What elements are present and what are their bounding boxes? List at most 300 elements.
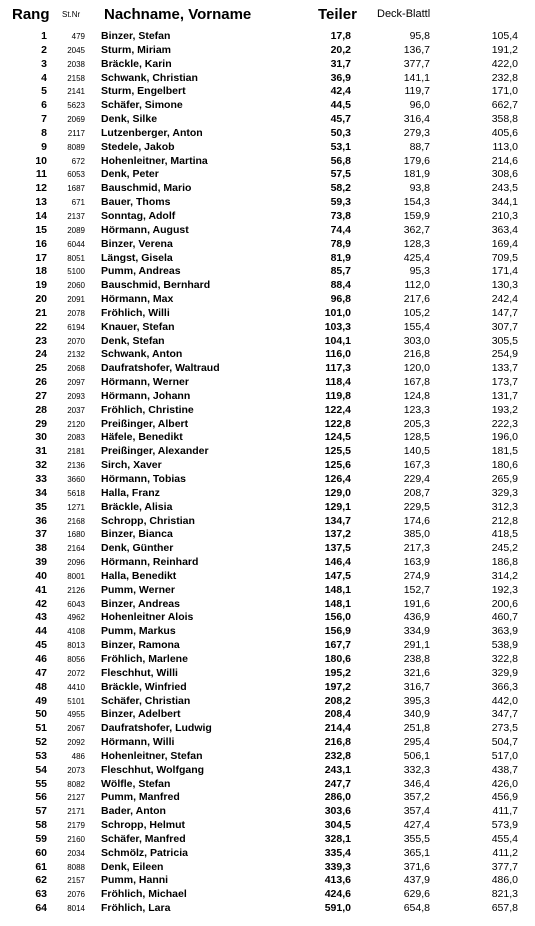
rank-cell: 47 xyxy=(35,666,47,679)
blattl-value-cell: 312,3 xyxy=(491,500,518,513)
rank-cell: 29 xyxy=(35,417,47,430)
blattl-value-cell: 657,8 xyxy=(491,902,518,915)
rank-cell: 54 xyxy=(35,763,47,776)
teiler-cell: 148,1 xyxy=(324,583,351,596)
start-number-cell: 4108 xyxy=(67,627,85,637)
rank-cell: 2 xyxy=(41,43,47,56)
blattl-value-cell: 214,6 xyxy=(491,154,518,167)
deck-value-cell: 136,7 xyxy=(403,43,430,56)
teiler-cell: 74,4 xyxy=(330,223,351,236)
table-row xyxy=(0,390,535,404)
rank-cell: 45 xyxy=(35,639,47,652)
blattl-value-cell: 191,2 xyxy=(491,43,518,56)
rank-cell: 21 xyxy=(35,306,47,319)
deck-value-cell: 120,0 xyxy=(403,362,430,375)
table-row xyxy=(0,30,535,44)
deck-value-cell: 279,3 xyxy=(403,126,430,139)
deck-value-cell: 332,3 xyxy=(403,763,430,776)
deck-value-cell: 167,3 xyxy=(403,459,430,472)
name-cell: Fröhlich, Michael xyxy=(101,888,187,901)
name-cell: Daufratshofer, Waltraud xyxy=(101,362,220,375)
rank-cell: 28 xyxy=(35,403,47,416)
teiler-cell: 96,8 xyxy=(330,293,351,306)
deck-value-cell: 119,7 xyxy=(404,85,430,98)
blattl-value-cell: 363,4 xyxy=(491,223,518,236)
deck-value-cell: 334,9 xyxy=(403,625,430,638)
table-row xyxy=(0,459,535,473)
start-number-cell: 2076 xyxy=(67,890,85,900)
name-cell: Preißinger, Albert xyxy=(101,417,189,430)
blattl-value-cell: 573,9 xyxy=(491,819,518,832)
start-number-cell: 6043 xyxy=(67,599,85,609)
start-number-cell: 2096 xyxy=(67,558,85,568)
table-row xyxy=(0,321,535,335)
teiler-cell: 124,5 xyxy=(324,431,351,444)
teiler-cell: 197,2 xyxy=(324,680,351,693)
rank-cell: 51 xyxy=(35,722,47,735)
teiler-cell: 103,3 xyxy=(324,320,351,333)
teiler-cell: 122,4 xyxy=(324,403,351,416)
deck-value-cell: 357,2 xyxy=(403,791,430,804)
rank-cell: 37 xyxy=(35,528,47,541)
rank-cell: 44 xyxy=(35,625,47,638)
table-row xyxy=(0,874,535,888)
table-row xyxy=(0,404,535,418)
rank-cell: 17 xyxy=(35,251,47,264)
blattl-value-cell: 347,7 xyxy=(491,708,518,721)
start-number-cell: 8088 xyxy=(67,862,85,872)
rank-cell: 24 xyxy=(35,348,47,361)
teiler-cell: 243,1 xyxy=(324,763,351,776)
deck-value-cell: 167,8 xyxy=(403,376,430,389)
teiler-cell: 50,3 xyxy=(330,126,351,139)
start-number-cell: 2073 xyxy=(67,765,85,775)
start-number-cell: 5618 xyxy=(67,488,85,498)
table-row xyxy=(0,362,535,376)
blattl-value-cell: 517,0 xyxy=(491,749,518,762)
teiler-cell: 137,2 xyxy=(324,528,351,541)
start-number-cell: 1680 xyxy=(67,530,85,540)
table-row xyxy=(0,791,535,805)
blattl-value-cell: 243,5 xyxy=(491,182,518,195)
name-cell: Daufratshofer, Ludwig xyxy=(101,722,212,735)
teiler-cell: 247,7 xyxy=(324,777,351,790)
deck-value-cell: 128,3 xyxy=(403,237,430,250)
table-row xyxy=(0,44,535,58)
rank-cell: 58 xyxy=(35,819,47,832)
table-row xyxy=(0,570,535,584)
name-cell: Hörmann, August xyxy=(101,223,189,236)
start-number-cell: 2037 xyxy=(67,405,85,415)
rank-cell: 18 xyxy=(35,265,47,278)
deck-value-cell: 141,1 xyxy=(403,71,430,84)
start-number-cell: 2034 xyxy=(67,848,85,858)
blattl-value-cell: 455,4 xyxy=(491,832,518,845)
start-number-cell: 4955 xyxy=(67,710,85,720)
table-row xyxy=(0,127,535,141)
name-cell: Pumm, Andreas xyxy=(101,265,181,278)
blattl-value-cell: 131,7 xyxy=(491,389,518,402)
name-cell: Schropp, Helmut xyxy=(101,819,186,832)
blattl-value-cell: 193,2 xyxy=(491,403,518,416)
table-row xyxy=(0,307,535,321)
table-row xyxy=(0,819,535,833)
table-row xyxy=(0,431,535,445)
start-number-cell: 5623 xyxy=(67,101,85,111)
blattl-value-cell: 192,3 xyxy=(491,583,518,596)
table-row xyxy=(0,376,535,390)
start-number-cell: 671 xyxy=(71,198,85,208)
teiler-cell: 119,8 xyxy=(325,389,351,402)
deck-value-cell: 355,5 xyxy=(403,832,430,845)
start-number-cell: 479 xyxy=(71,32,85,41)
table-row xyxy=(0,141,535,155)
rank-cell: 46 xyxy=(35,652,47,665)
teiler-cell: 125,6 xyxy=(324,459,351,472)
name-cell: Knauer, Stefan xyxy=(101,320,175,333)
table-row xyxy=(0,348,535,362)
name-cell: Häfele, Benedikt xyxy=(101,431,183,444)
start-number-cell: 2164 xyxy=(67,544,85,554)
table-row xyxy=(0,473,535,487)
table-row xyxy=(0,611,535,625)
start-number-cell: 5101 xyxy=(67,696,85,706)
rank-cell: 41 xyxy=(35,583,47,596)
table-row xyxy=(0,847,535,861)
rank-cell: 3 xyxy=(41,57,47,70)
blattl-value-cell: 212,8 xyxy=(491,514,518,527)
teiler-cell: 413,6 xyxy=(324,874,351,887)
teiler-cell: 214,4 xyxy=(324,722,351,735)
blattl-value-cell: 486,0 xyxy=(491,874,518,887)
name-cell: Fleschhut, Wolfgang xyxy=(101,763,205,776)
teiler-cell: 17,8 xyxy=(330,30,351,42)
teiler-cell: 167,7 xyxy=(324,639,351,652)
start-number-cell: 6053 xyxy=(67,170,85,180)
rank-cell: 48 xyxy=(35,680,47,693)
blattl-value-cell: 196,0 xyxy=(491,431,518,444)
deck-value-cell: 159,9 xyxy=(403,209,430,222)
table-row xyxy=(0,515,535,529)
deck-value-cell: 124,8 xyxy=(403,389,430,402)
teiler-cell: 216,8 xyxy=(324,736,351,749)
name-cell: Sturm, Miriam xyxy=(101,43,172,56)
deck-value-cell: 93,8 xyxy=(409,182,430,195)
name-cell: Sonntag, Adolf xyxy=(101,209,176,222)
start-number-cell: 4962 xyxy=(67,613,85,623)
teiler-cell: 147,5 xyxy=(324,569,351,582)
blattl-value-cell: 363,9 xyxy=(491,625,518,638)
name-cell: Hohenleitner, Stefan xyxy=(101,749,203,762)
name-cell: Fröhlich, Lara xyxy=(101,902,171,915)
teiler-cell: 73,8 xyxy=(330,209,351,222)
teiler-cell: 101,0 xyxy=(324,306,351,319)
table-row xyxy=(0,833,535,847)
teiler-cell: 125,5 xyxy=(324,445,351,458)
table-row xyxy=(0,279,535,293)
rank-cell: 55 xyxy=(35,777,47,790)
name-cell: Binzer, Andreas xyxy=(101,597,180,610)
name-cell: Binzer, Bianca xyxy=(101,528,173,541)
start-number-cell: 2137 xyxy=(67,211,85,221)
rank-cell: 10 xyxy=(35,154,47,167)
deck-value-cell: 629,6 xyxy=(403,888,430,901)
deck-value-cell: 274,9 xyxy=(403,569,430,582)
name-cell: Schmölz, Patricia xyxy=(101,846,188,859)
teiler-cell: 146,4 xyxy=(324,556,351,569)
start-number-cell: 2117 xyxy=(67,128,85,138)
name-cell: Binzer, Verena xyxy=(101,237,173,250)
deck-value-cell: 436,9 xyxy=(403,611,430,624)
table-row xyxy=(0,681,535,695)
blattl-value-cell: 307,7 xyxy=(491,320,518,333)
teiler-cell: 85,7 xyxy=(330,265,351,278)
deck-value-cell: 437,9 xyxy=(403,874,430,887)
deck-value-cell: 427,4 xyxy=(403,819,430,832)
start-number-cell: 2089 xyxy=(67,225,85,235)
start-number-cell: 2126 xyxy=(67,585,85,595)
blattl-value-cell: 411,7 xyxy=(492,805,518,818)
blattl-value-cell: 366,3 xyxy=(491,680,518,693)
header-name: Nachname, Vorname xyxy=(104,6,252,23)
rank-cell: 40 xyxy=(35,569,47,582)
blattl-value-cell: 344,1 xyxy=(491,196,518,209)
name-cell: Pumm, Hanni xyxy=(101,874,169,887)
table-row xyxy=(0,722,535,736)
table-row xyxy=(0,598,535,612)
teiler-cell: 116,0 xyxy=(325,348,351,361)
header-rang: Rang xyxy=(12,6,50,23)
teiler-cell: 58,2 xyxy=(330,182,351,195)
start-number-cell: 2093 xyxy=(67,391,85,401)
name-cell: Halla, Benedikt xyxy=(101,569,177,582)
name-cell: Hörmann, Willi xyxy=(101,736,175,749)
blattl-value-cell: 222,3 xyxy=(491,417,518,430)
rank-cell: 39 xyxy=(35,556,47,569)
start-number-cell: 2179 xyxy=(67,821,85,831)
rank-cell: 63 xyxy=(35,888,47,901)
teiler-cell: 117,3 xyxy=(325,362,351,375)
blattl-value-cell: 418,5 xyxy=(491,528,518,541)
deck-value-cell: 152,7 xyxy=(403,583,430,596)
start-number-cell: 2181 xyxy=(67,447,85,457)
deck-value-cell: 229,5 xyxy=(403,500,430,513)
rank-cell: 4 xyxy=(41,71,47,84)
blattl-value-cell: 411,2 xyxy=(492,846,518,859)
teiler-cell: 208,4 xyxy=(324,708,351,721)
teiler-cell: 53,1 xyxy=(330,140,351,153)
name-cell: Pumm, Manfred xyxy=(101,791,180,804)
deck-value-cell: 357,4 xyxy=(403,805,430,818)
start-number-cell: 3660 xyxy=(67,475,85,484)
deck-value-cell: 654,8 xyxy=(403,902,430,915)
name-cell: Hohenleitner, Martina xyxy=(101,154,208,167)
table-row xyxy=(0,72,535,86)
blattl-value-cell: 460,7 xyxy=(491,611,518,624)
deck-value-cell: 346,4 xyxy=(403,777,430,790)
deck-value-cell: 425,4 xyxy=(403,251,430,264)
name-cell: Bräckle, Winfried xyxy=(101,680,187,693)
name-cell: Denk, Eileen xyxy=(101,860,164,873)
start-number-cell: 2127 xyxy=(67,793,85,803)
table-row xyxy=(0,210,535,224)
blattl-value-cell: 538,9 xyxy=(491,639,518,652)
header-deck-blattl: Deck-Blattl xyxy=(377,8,431,20)
name-cell: Halla, Franz xyxy=(101,486,160,499)
rank-cell: 60 xyxy=(35,846,47,859)
name-cell: Hohenleitner Alois xyxy=(101,611,194,624)
rank-cell: 20 xyxy=(35,293,47,306)
blattl-value-cell: 113,0 xyxy=(492,140,518,153)
start-number-cell: 486 xyxy=(71,751,85,761)
teiler-cell: 335,4 xyxy=(324,846,351,859)
deck-value-cell: 229,4 xyxy=(403,473,430,485)
deck-value-cell: 217,6 xyxy=(403,293,430,306)
table-row xyxy=(0,182,535,196)
teiler-cell: 20,2 xyxy=(330,43,351,56)
blattl-value-cell: 821,3 xyxy=(491,888,518,901)
rank-cell: 5 xyxy=(41,85,47,98)
start-number-cell: 2070 xyxy=(67,336,85,346)
table-row xyxy=(0,196,535,210)
blattl-value-cell: 245,2 xyxy=(491,542,518,555)
table-row xyxy=(0,625,535,639)
deck-value-cell: 316,4 xyxy=(403,113,430,126)
deck-value-cell: 96,0 xyxy=(409,99,430,112)
rank-cell: 59 xyxy=(35,832,47,845)
rank-cell: 12 xyxy=(35,182,47,195)
start-number-cell: 2168 xyxy=(67,516,85,526)
deck-value-cell: 365,1 xyxy=(403,846,430,859)
start-number-cell: 6044 xyxy=(67,239,85,249)
table-row xyxy=(0,542,535,556)
table-row xyxy=(0,293,535,307)
teiler-cell: 137,5 xyxy=(324,542,351,555)
teiler-cell: 118,4 xyxy=(325,376,351,389)
start-number-cell: 8051 xyxy=(67,253,85,263)
rank-cell: 36 xyxy=(35,514,47,527)
rank-cell: 6 xyxy=(41,99,47,112)
deck-value-cell: 321,6 xyxy=(403,666,430,679)
name-cell: Pumm, Markus xyxy=(101,625,176,638)
start-number-cell: 2072 xyxy=(67,668,85,678)
deck-value-cell: 251,8 xyxy=(403,722,430,735)
table-row xyxy=(0,168,535,182)
teiler-cell: 88,4 xyxy=(330,279,351,292)
rank-cell: 61 xyxy=(35,860,47,873)
teiler-cell: 303,6 xyxy=(324,805,351,818)
start-number-cell: 5100 xyxy=(67,267,85,277)
teiler-cell: 156,0 xyxy=(324,611,351,624)
table-row xyxy=(0,584,535,598)
table-row xyxy=(0,708,535,722)
teiler-cell: 195,2 xyxy=(324,666,351,679)
teiler-cell: 129,1 xyxy=(324,500,351,513)
name-cell: Längst, Gisela xyxy=(101,251,173,264)
blattl-value-cell: 186,8 xyxy=(491,556,518,569)
name-cell: Hörmann, Max xyxy=(101,293,174,306)
deck-value-cell: 340,9 xyxy=(403,708,430,721)
table-row xyxy=(0,639,535,653)
blattl-value-cell: 171,4 xyxy=(491,265,518,278)
start-number-cell: 2045 xyxy=(67,45,85,55)
name-cell: Hörmann, Tobias xyxy=(101,473,186,485)
start-number-cell: 2171 xyxy=(67,807,85,817)
blattl-value-cell: 377,7 xyxy=(491,860,518,873)
teiler-cell: 339,3 xyxy=(324,860,351,873)
name-cell: Stedele, Jakob xyxy=(101,140,175,153)
name-cell: Denk, Günther xyxy=(101,542,174,555)
deck-value-cell: 181,9 xyxy=(403,168,430,181)
deck-value-cell: 303,0 xyxy=(403,334,430,347)
name-cell: Binzer, Stefan xyxy=(101,30,171,42)
start-number-cell: 8056 xyxy=(67,654,85,664)
teiler-cell: 148,1 xyxy=(324,597,351,610)
teiler-cell: 78,9 xyxy=(330,237,351,250)
rank-cell: 33 xyxy=(35,473,47,485)
deck-value-cell: 316,7 xyxy=(403,680,430,693)
rank-cell: 9 xyxy=(41,140,47,153)
header-teiler: Teiler xyxy=(318,6,357,23)
rank-cell: 35 xyxy=(35,500,47,513)
table-row xyxy=(0,750,535,764)
deck-value-cell: 163,9 xyxy=(403,556,430,569)
teiler-cell: 42,4 xyxy=(330,85,351,98)
teiler-cell: 208,2 xyxy=(324,694,351,707)
rank-cell: 26 xyxy=(35,376,47,389)
start-number-cell: 2157 xyxy=(67,876,85,886)
rank-cell: 11 xyxy=(35,168,47,181)
deck-value-cell: 238,8 xyxy=(403,652,430,665)
blattl-value-cell: 254,9 xyxy=(491,348,518,361)
teiler-cell: 328,1 xyxy=(324,832,351,845)
name-cell: Schäfer, Christian xyxy=(101,694,191,707)
table-row xyxy=(0,252,535,266)
deck-value-cell: 95,8 xyxy=(409,30,430,42)
blattl-value-cell: 273,5 xyxy=(491,722,518,735)
rank-cell: 14 xyxy=(35,209,47,222)
deck-value-cell: 88,7 xyxy=(409,140,430,153)
name-cell: Wölfle, Stefan xyxy=(101,777,171,790)
table-row xyxy=(0,224,535,238)
start-number-cell: 2060 xyxy=(67,281,85,291)
rank-cell: 22 xyxy=(35,320,47,333)
name-cell: Denk, Silke xyxy=(101,113,158,126)
table-row xyxy=(0,155,535,169)
name-cell: Lutzenberger, Anton xyxy=(101,126,203,139)
teiler-cell: 232,8 xyxy=(324,749,351,762)
teiler-cell: 44,5 xyxy=(330,99,351,112)
rank-cell: 57 xyxy=(35,805,47,818)
teiler-cell: 31,7 xyxy=(330,57,351,70)
rank-cell: 50 xyxy=(35,708,47,721)
blattl-value-cell: 232,8 xyxy=(491,71,518,84)
start-number-cell: 8013 xyxy=(67,641,85,651)
blattl-value-cell: 709,5 xyxy=(491,251,518,264)
teiler-cell: 57,5 xyxy=(330,168,351,181)
deck-value-cell: 205,3 xyxy=(403,417,430,430)
start-number-cell: 2068 xyxy=(67,364,85,374)
deck-value-cell: 377,7 xyxy=(403,57,430,70)
table-row xyxy=(0,888,535,902)
blattl-value-cell: 200,6 xyxy=(491,597,518,610)
teiler-cell: 286,0 xyxy=(324,791,351,804)
table-row xyxy=(0,528,535,542)
name-cell: Binzer, Ramona xyxy=(101,639,180,652)
teiler-cell: 304,5 xyxy=(324,819,351,832)
name-cell: Sturm, Engelbert xyxy=(101,85,186,98)
start-number-cell: 2132 xyxy=(67,350,85,360)
